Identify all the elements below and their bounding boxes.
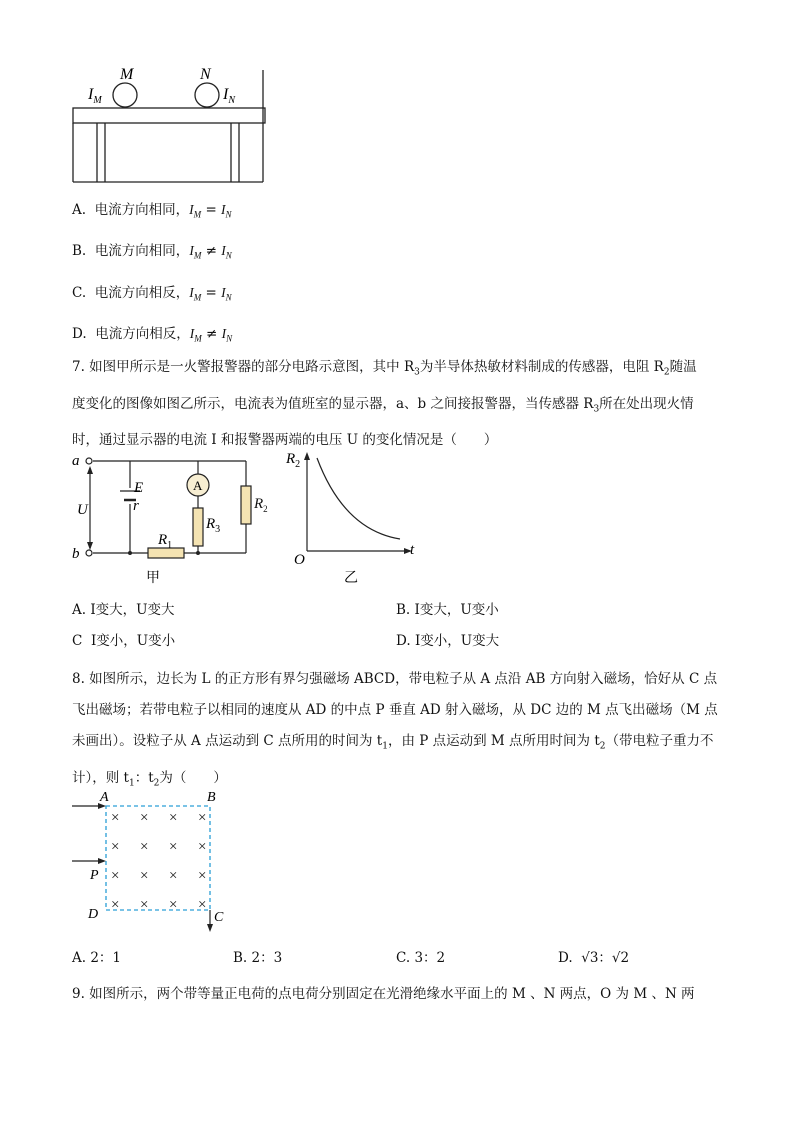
- label-D: D: [88, 907, 99, 922]
- field-cross: ×: [111, 897, 120, 913]
- label-IM: $I_M$: [88, 86, 102, 106]
- terminal-a: [86, 458, 92, 464]
- node-right: [196, 551, 200, 555]
- field-cross: ×: [169, 839, 178, 855]
- field-cross: ×: [169, 868, 178, 884]
- wire-N: [195, 83, 219, 107]
- node-left: [128, 551, 132, 555]
- q7-graph-figure: [282, 448, 422, 590]
- label-U: U: [77, 502, 88, 518]
- q7-circuit-figure: [68, 448, 258, 590]
- arrow-P-head: [98, 858, 106, 864]
- q8-line1: 8. 如图所示，边长为 L 的正方形有界匀强磁场 ABCD，带电粒子从 A 点沿 AB 方向射入磁场，恰好从 C 点: [72, 671, 718, 687]
- q8-option-b: B. 2：3: [233, 950, 283, 966]
- q9-stem: [72, 979, 720, 1010]
- resistor-R1: [148, 548, 184, 558]
- label-R1: $R_1$: [158, 532, 173, 551]
- q8-option-d: D. √3：√2: [558, 950, 630, 966]
- q8-line4: 计），则 $t_1$：$t_2$为（ ）: [72, 769, 227, 789]
- label-A: A: [193, 478, 203, 493]
- label-R3: $R_3$: [206, 516, 221, 535]
- q7-line3: 时，通过显示器的电流 I 和报警器两端的电压 U 的变化情况是（ ）: [72, 432, 498, 449]
- q7-option-c: C I变小，U变小: [72, 633, 176, 649]
- label-P: P: [90, 868, 99, 883]
- arrow-C-head: [207, 924, 213, 932]
- field-crosses: [111, 810, 206, 913]
- label-A: A: [100, 790, 109, 805]
- field-cross: ×: [111, 839, 120, 855]
- field-cross: ×: [169, 897, 178, 913]
- wire-M: [113, 83, 137, 107]
- q6-option-b: B. 电流方向相同，$I_M \ne I_N$: [72, 243, 232, 261]
- graph-ylabel: $R_2$: [286, 451, 301, 470]
- field-cross: ×: [169, 810, 178, 826]
- resistor-R3: [193, 508, 203, 546]
- q8-figure: [70, 786, 240, 936]
- q7-option-b: B. I变大，U变小: [396, 602, 499, 618]
- q8-option-a: A. 2：1: [72, 950, 122, 966]
- label-N: N: [200, 66, 211, 83]
- graph-origin: O: [294, 552, 305, 568]
- q9-line1: 9. 如图所示，两个带等量正电荷的点电荷分别固定在光滑绝缘水平面上的 M 、N 两点，O 为 M 、N 两: [72, 986, 695, 1002]
- terminal-b: [86, 550, 92, 556]
- table-top: [73, 108, 265, 123]
- resistor-R2: [241, 486, 251, 524]
- field-cross: ×: [140, 810, 149, 826]
- label-R2-text: $R_2$: [254, 496, 268, 514]
- label-C: C: [214, 910, 224, 925]
- caption-jia: 甲: [146, 571, 160, 586]
- q8-line3: 未画出）。设粒子从 A 点运动到 C 点所用的时间为 $t_1$，由 P 点运动到 M 点所用时间为 $t_2$（带电粒子重力不: [72, 733, 714, 752]
- field-cross: ×: [198, 897, 207, 913]
- r2-curve: [317, 458, 400, 539]
- field-cross: ×: [198, 868, 207, 884]
- label-a: a: [72, 453, 80, 469]
- q8-line2: 飞出磁场；若带电粒子以相同的速度从 AD 的中点 P 垂直 AD 射入磁场，从 DC 边的 M 点飞出磁场（M 点: [72, 702, 718, 718]
- q6-option-d: D. 电流方向相反，$I_M \ne I_N$: [72, 326, 233, 344]
- label-M: M: [120, 66, 134, 83]
- label-IN: $I_N$: [223, 86, 235, 106]
- field-cross: ×: [140, 868, 149, 884]
- field-cross: ×: [140, 839, 149, 855]
- q6-option-c: C. 电流方向相反，$I_M = I_N$: [72, 285, 232, 303]
- q8-option-c: C. 3：2: [396, 950, 446, 966]
- field-cross: ×: [111, 810, 120, 826]
- label-b: b: [72, 546, 80, 562]
- label-E: E: [134, 480, 144, 496]
- q7-option-d: D. I变小，U变大: [396, 633, 500, 649]
- q7-stem: [72, 352, 720, 456]
- caption-yi: 乙: [344, 571, 358, 586]
- field-square: [106, 806, 210, 910]
- field-cross: ×: [198, 839, 207, 855]
- q7-line2: 度变化的图像如图乙所示，电流表为值班室的显示器，a、b 之间接报警器，当传感器 $R_3$所在处出现火情: [72, 395, 694, 415]
- field-cross: ×: [198, 810, 207, 826]
- field-cross: ×: [111, 868, 120, 884]
- label-B: B: [207, 790, 216, 805]
- field-cross: ×: [140, 897, 149, 913]
- q7-line1: 7. 如图甲所示是一火警报警器的部分电路示意图，其中 $R_3$为半导体热敏材料制成的传感器，电阻 $R_2$随温: [72, 359, 697, 378]
- q6-option-a: A. 电流方向相同，$I_M = I_N$: [72, 202, 232, 220]
- graph-xlabel: t: [410, 542, 415, 558]
- q8-stem: [72, 664, 720, 799]
- q6-figure: [70, 62, 270, 186]
- q7-option-a: A. I变大，U变大: [72, 602, 175, 618]
- label-r: r: [133, 498, 139, 514]
